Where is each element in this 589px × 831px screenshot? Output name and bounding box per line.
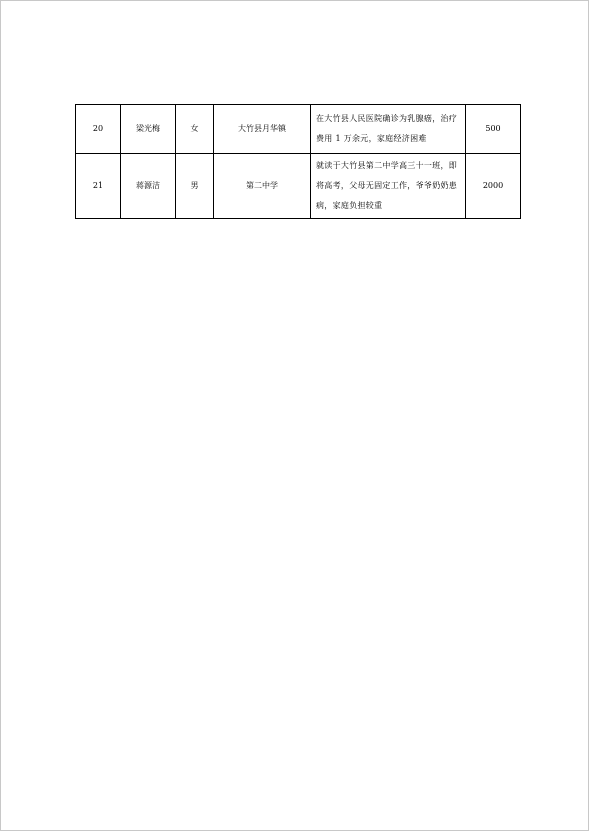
amount-cell <box>466 154 521 219</box>
row-index-cell <box>76 154 121 219</box>
location-cell <box>214 154 311 219</box>
records-table <box>75 104 521 219</box>
gender-cell <box>176 154 214 219</box>
situation-description: 在大竹县人民医院确诊为乳腺癌，治疗费用 1 万余元，家庭经济困难 <box>316 114 458 143</box>
name-cell <box>121 154 176 219</box>
location-cell <box>214 105 311 154</box>
gender-cell <box>176 105 214 154</box>
aid-amount: 2000 <box>482 181 504 191</box>
row-index-cell <box>76 105 121 154</box>
table-row <box>76 154 521 219</box>
description-cell <box>311 154 466 219</box>
table-row <box>76 105 521 154</box>
person-location: 第二中学 <box>246 181 278 191</box>
row-index: 20 <box>92 124 104 134</box>
person-name: 梁光梅 <box>136 124 160 134</box>
situation-description: 就读于大竹县第二中学高三十一班，即将高考，父母无固定工作，爷爷奶奶患病，家庭负担较重 <box>316 161 458 210</box>
description-cell <box>311 105 466 154</box>
name-cell <box>121 105 176 154</box>
person-gender: 男 <box>190 181 199 191</box>
person-gender: 女 <box>190 124 199 134</box>
person-location: 大竹县月华镇 <box>238 124 286 134</box>
amount-cell <box>466 105 521 154</box>
aid-amount: 500 <box>485 124 501 134</box>
person-name: 蒋源洁 <box>136 181 160 191</box>
row-index: 21 <box>92 181 104 191</box>
